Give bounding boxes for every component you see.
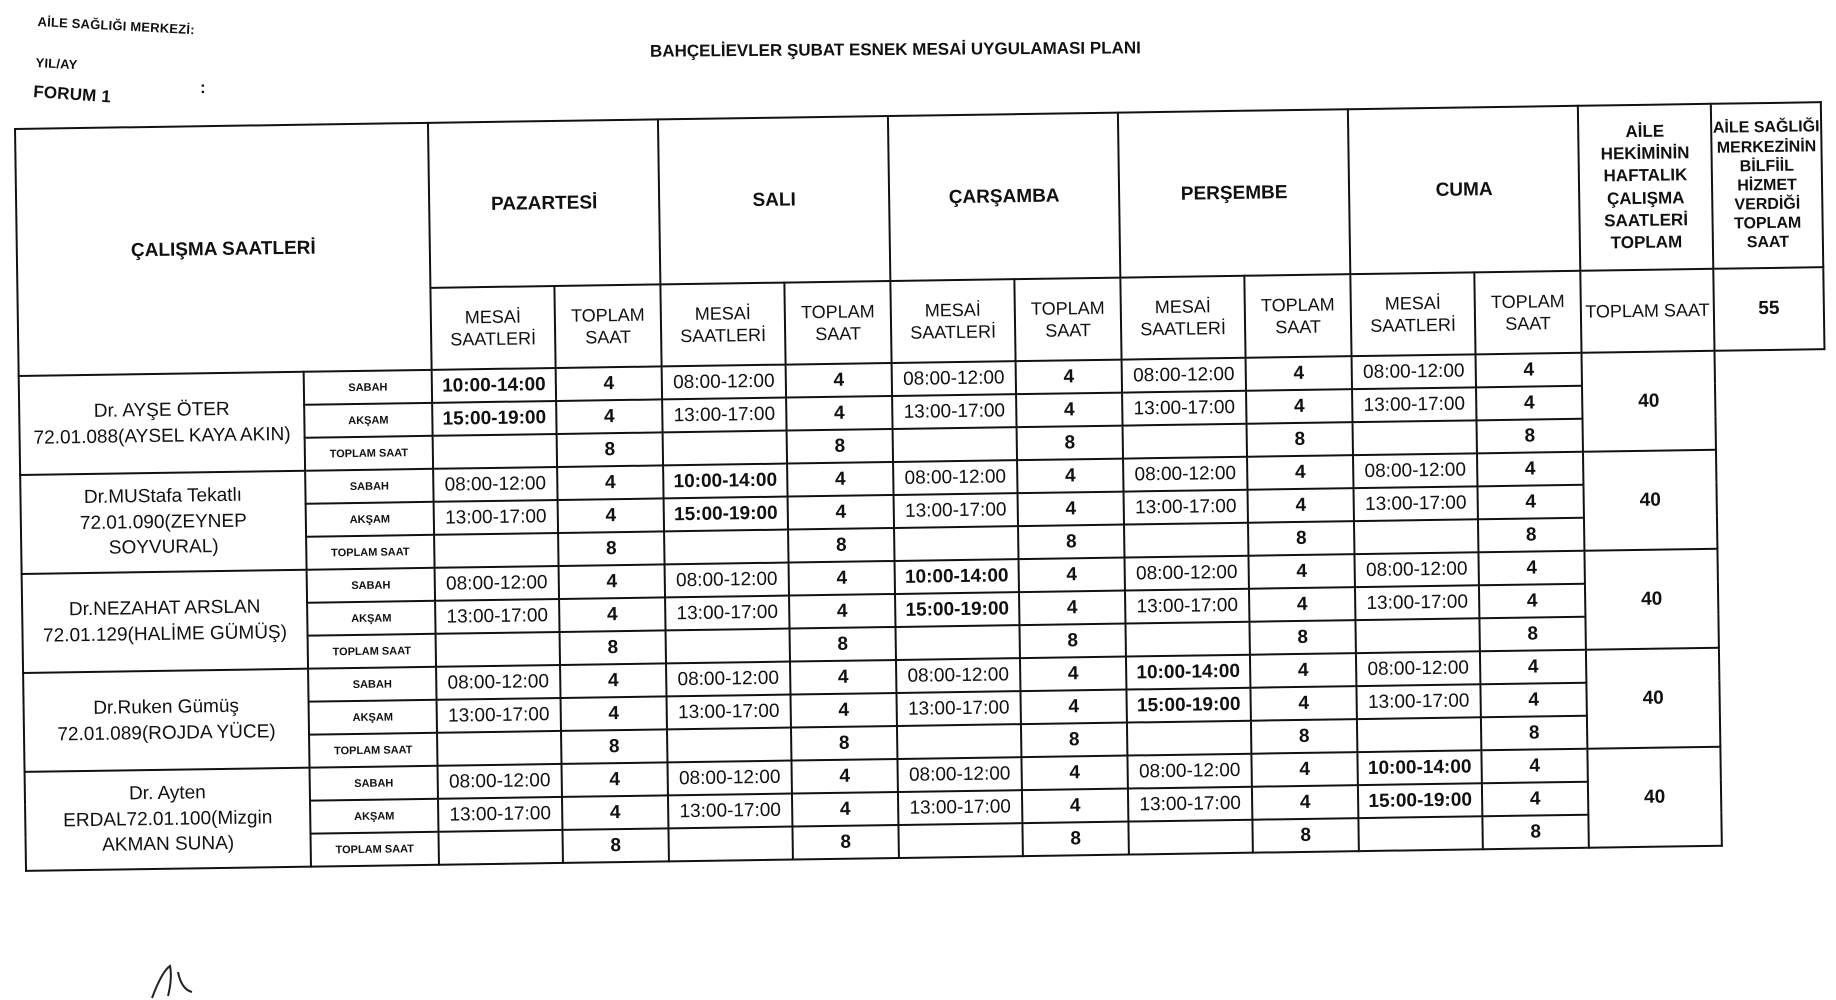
mesai-monday-aksam: 13:00-17:00 [438, 797, 562, 832]
center-hours-header: AİLE SAĞLIĞI MERKEZİNİN BİLFİİL HİZMET VERDİĞİ TOPLAM SAAT [1711, 102, 1823, 269]
hours-monday-sabah: 4 [556, 366, 662, 401]
empty-cell [668, 827, 792, 862]
hours-monday-aksam: 4 [556, 399, 662, 434]
hours-wednesday-sabah: 4 [1017, 459, 1123, 494]
mesai-monday-aksam: 13:00-17:00 [437, 698, 561, 733]
empty-cell [663, 431, 787, 466]
hours-thursday-aksam: 4 [1252, 785, 1358, 820]
mesai-thursday-sabah: 10:00-14:00 [1126, 655, 1250, 690]
empty-cell [434, 533, 558, 568]
mesai-tuesday-aksam: 13:00-17:00 [668, 794, 792, 829]
empty-cell [438, 830, 562, 865]
shift-label-toplam: TOPLAM SAAT [306, 535, 434, 570]
hours-monday-aksam: 4 [562, 795, 668, 830]
daily-total-thursday: 8 [1248, 521, 1354, 556]
sub-header-mesai: MESAİ SAATLERİ [1350, 272, 1475, 356]
doctor-name: Dr.Ruken Gümüş 72.01.089(ROJDA YÜCE) [23, 669, 309, 772]
empty-cell [436, 632, 560, 667]
shift-label-sabah: SABAH [305, 469, 433, 504]
weekly-total: 40 [1583, 450, 1717, 551]
daily-total-wednesday: 8 [1020, 624, 1126, 659]
hours-monday-sabah: 4 [559, 564, 665, 599]
empty-cell [667, 728, 791, 763]
hours-wednesday-aksam: 4 [1019, 591, 1125, 626]
shift-label-aksam: AKŞAM [304, 403, 432, 438]
empty-cell [1357, 717, 1481, 752]
document-title: BAHÇELİEVLER ŞUBAT ESNEK MESAİ UYGULAMASI PLANI [649, 38, 1141, 61]
day-header-thursday: PERŞEMBE [1118, 109, 1350, 277]
hours-monday-aksam: 4 [561, 696, 667, 731]
mesai-tuesday-aksam: 15:00-19:00 [664, 497, 788, 532]
hours-thursday-sabah: 4 [1247, 455, 1353, 490]
day-header-friday: CUMA [1348, 106, 1580, 274]
day-header-monday: PAZARTESİ [428, 119, 660, 287]
signature-mark [148, 962, 198, 1000]
empty-cell [1358, 816, 1482, 851]
shift-label-toplam: TOPLAM SAAT [309, 733, 437, 768]
health-center-label: AİLE SAĞLIĞI MERKEZİ: [37, 14, 196, 38]
mesai-thursday-sabah: 08:00-12:00 [1125, 556, 1249, 591]
weekly-total: 40 [1586, 648, 1720, 749]
hours-friday-aksam: 4 [1476, 386, 1582, 421]
sub-header-toplam: TOPLAM SAAT [1244, 274, 1351, 358]
sub-header-toplam: TOPLAM SAAT [1014, 278, 1121, 362]
hours-friday-aksam: 4 [1482, 782, 1588, 817]
hours-wednesday-aksam: 4 [1016, 393, 1122, 428]
shift-label-toplam: TOPLAM SAAT [311, 832, 439, 867]
hours-monday-aksam: 4 [558, 498, 664, 533]
hours-friday-sabah: 4 [1476, 353, 1582, 388]
work-hours-header: ÇALIŞMA SAATLERİ [15, 123, 432, 376]
weekly-total: 40 [1584, 549, 1718, 650]
daily-total-tuesday: 8 [791, 726, 897, 761]
schedule-table-wrapper [14, 101, 1833, 872]
hours-monday-aksam: 4 [559, 597, 665, 632]
mesai-monday-sabah: 08:00-12:00 [435, 566, 559, 601]
daily-total-wednesday: 8 [1017, 426, 1123, 461]
shift-label-aksam: AKŞAM [306, 502, 434, 537]
hours-wednesday-sabah: 4 [1021, 756, 1127, 791]
mesai-friday-sabah: 08:00-12:00 [1356, 651, 1480, 686]
hours-wednesday-sabah: 4 [1019, 558, 1125, 593]
daily-total-friday: 8 [1478, 518, 1584, 553]
empty-cell [1126, 622, 1250, 657]
forum-label: FORUM 1 [32, 82, 112, 107]
daily-total-thursday: 8 [1251, 719, 1357, 754]
mesai-tuesday-sabah: 08:00-12:00 [665, 563, 789, 598]
hours-tuesday-aksam: 4 [789, 594, 895, 629]
hours-friday-sabah: 4 [1479, 551, 1585, 586]
hours-thursday-aksam: 4 [1246, 389, 1352, 424]
empty-cell [1128, 820, 1252, 855]
mesai-wednesday-aksam: 13:00-17:00 [892, 394, 1016, 429]
sub-header-toplam: TOPLAM SAAT [554, 284, 661, 368]
weekly-total: 40 [1587, 747, 1721, 848]
empty-cell [898, 823, 1022, 858]
shift-label-sabah: SABAH [307, 568, 435, 603]
hours-monday-sabah: 4 [557, 465, 663, 500]
mesai-thursday-aksam: 13:00-17:00 [1128, 787, 1252, 822]
day-header-wednesday: ÇARŞAMBA [888, 113, 1120, 281]
hours-thursday-sabah: 4 [1251, 752, 1357, 787]
mesai-tuesday-aksam: 13:00-17:00 [667, 695, 791, 730]
day-header-tuesday: SALI [658, 116, 890, 284]
daily-total-wednesday: 8 [1022, 822, 1128, 857]
hours-thursday-sabah: 4 [1246, 356, 1352, 391]
empty-cell [1353, 420, 1477, 455]
daily-total-tuesday: 8 [788, 528, 894, 563]
hours-thursday-aksam: 4 [1249, 587, 1355, 622]
hours-friday-sabah: 4 [1477, 452, 1583, 487]
hours-tuesday-sabah: 4 [790, 660, 896, 695]
sub-header-mesai: MESAİ SAATLERİ [660, 283, 785, 367]
hours-thursday-aksam: 4 [1248, 488, 1354, 523]
mesai-monday-sabah: 08:00-12:00 [433, 467, 557, 502]
hours-tuesday-sabah: 4 [791, 759, 897, 794]
mesai-tuesday-aksam: 13:00-17:00 [662, 398, 786, 433]
mesai-thursday-aksam: 13:00-17:00 [1125, 589, 1249, 624]
mesai-tuesday-sabah: 08:00-12:00 [662, 365, 786, 400]
sub-header-mesai: MESAİ SAATLERİ [1120, 276, 1245, 360]
daily-total-monday: 8 [557, 432, 663, 467]
hours-friday-aksam: 4 [1480, 683, 1586, 718]
mesai-wednesday-sabah: 08:00-12:00 [893, 460, 1017, 495]
mesai-thursday-sabah: 08:00-12:00 [1127, 754, 1251, 789]
mesai-friday-aksam: 13:00-17:00 [1356, 684, 1480, 719]
hours-tuesday-sabah: 4 [787, 462, 893, 497]
shift-label-aksam: AKŞAM [309, 700, 437, 735]
year-month-label: YIL/AY [35, 55, 78, 73]
mesai-wednesday-sabah: 08:00-12:00 [897, 757, 1021, 792]
shift-label-aksam: AKŞAM [310, 799, 438, 834]
mesai-friday-sabah: 10:00-14:00 [1357, 750, 1481, 785]
empty-cell [897, 724, 1021, 759]
empty-cell [433, 434, 557, 469]
mesai-friday-aksam: 13:00-17:00 [1352, 387, 1476, 422]
shift-label-sabah: SABAH [308, 667, 436, 702]
shift-label-sabah: SABAH [310, 766, 438, 801]
mesai-wednesday-aksam: 13:00-17:00 [896, 691, 1020, 726]
mesai-wednesday-sabah: 10:00-14:00 [895, 559, 1019, 594]
sub-header-mesai: MESAİ SAATLERİ [890, 279, 1015, 363]
daily-total-tuesday: 8 [790, 627, 896, 662]
hours-friday-sabah: 4 [1480, 650, 1586, 685]
mesai-wednesday-aksam: 13:00-17:00 [894, 493, 1018, 528]
daily-total-friday: 8 [1481, 716, 1587, 751]
empty-cell [894, 526, 1018, 561]
mesai-tuesday-sabah: 10:00-14:00 [663, 464, 787, 499]
empty-cell [896, 625, 1020, 660]
doctor-name: Dr. AYŞE ÖTER 72.01.088(AYSEL KAYA AKIN) [19, 372, 305, 475]
hours-wednesday-aksam: 4 [1018, 492, 1124, 527]
daily-total-wednesday: 8 [1021, 723, 1127, 758]
daily-total-monday: 8 [562, 828, 668, 863]
shift-label-toplam: TOPLAM SAAT [308, 634, 436, 669]
mesai-monday-sabah: 10:00-14:00 [432, 368, 556, 403]
mesai-friday-aksam: 13:00-17:00 [1355, 585, 1479, 620]
hours-wednesday-sabah: 4 [1016, 360, 1122, 395]
mesai-wednesday-aksam: 15:00-19:00 [895, 592, 1019, 627]
empty-cell [893, 427, 1017, 462]
mesai-thursday-aksam: 15:00-19:00 [1126, 688, 1250, 723]
daily-total-thursday: 8 [1252, 818, 1358, 853]
year-month-colon: : [200, 78, 206, 97]
center-total-hours: 55 [1713, 267, 1824, 351]
hours-thursday-sabah: 4 [1249, 554, 1355, 589]
hours-friday-aksam: 4 [1479, 584, 1585, 619]
hours-wednesday-sabah: 4 [1020, 657, 1126, 692]
hours-wednesday-aksam: 4 [1022, 789, 1128, 824]
mesai-thursday-aksam: 13:00-17:00 [1124, 490, 1248, 525]
mesai-tuesday-sabah: 08:00-12:00 [666, 662, 790, 697]
mesai-monday-sabah: 08:00-12:00 [438, 764, 562, 799]
empty-cell [1354, 519, 1478, 554]
shift-label-sabah: SABAH [304, 370, 432, 405]
sub-header-toplam: TOPLAM SAAT [1474, 271, 1581, 355]
daily-total-tuesday: 8 [787, 429, 893, 464]
weekly-hours-header: AİLE HEKİMİNİN HAFTALIK ÇALIŞMA SAATLERİ TOPLAM [1578, 104, 1713, 271]
mesai-thursday-aksam: 13:00-17:00 [1122, 391, 1246, 426]
mesai-monday-sabah: 08:00-12:00 [436, 665, 560, 700]
empty-cell [666, 629, 790, 664]
mesai-monday-aksam: 13:00-17:00 [435, 599, 559, 634]
hours-tuesday-aksam: 4 [786, 396, 892, 431]
mesai-wednesday-sabah: 08:00-12:00 [896, 658, 1020, 693]
empty-cell [437, 731, 561, 766]
hours-friday-sabah: 4 [1481, 749, 1587, 784]
hours-monday-sabah: 4 [561, 762, 667, 797]
doctor-name: Dr.MUStafa Tekatlı 72.01.090(ZEYNEP SOYVURAL) [20, 471, 306, 574]
mesai-tuesday-aksam: 13:00-17:00 [665, 596, 789, 631]
hours-friday-aksam: 4 [1478, 485, 1584, 520]
daily-total-friday: 8 [1482, 815, 1588, 850]
hours-wednesday-aksam: 4 [1020, 690, 1126, 725]
hours-tuesday-sabah: 4 [789, 561, 895, 596]
mesai-monday-aksam: 13:00-17:00 [434, 500, 558, 535]
shift-label-toplam: TOPLAM SAAT [305, 436, 433, 471]
hours-tuesday-aksam: 4 [788, 495, 894, 530]
mesai-tuesday-sabah: 08:00-12:00 [667, 761, 791, 796]
mesai-thursday-sabah: 08:00-12:00 [1123, 457, 1247, 492]
mesai-friday-sabah: 08:00-12:00 [1352, 354, 1476, 389]
daily-total-friday: 8 [1477, 419, 1583, 454]
hours-tuesday-sabah: 4 [786, 363, 892, 398]
sub-header-toplam: TOPLAM SAAT [784, 281, 891, 365]
empty-cell [1124, 523, 1248, 558]
shift-label-aksam: AKŞAM [307, 601, 435, 636]
hours-tuesday-aksam: 4 [792, 792, 898, 827]
mesai-friday-sabah: 08:00-12:00 [1353, 453, 1477, 488]
mesai-friday-sabah: 08:00-12:00 [1355, 552, 1479, 587]
empty-cell [1355, 618, 1479, 653]
schedule-body [19, 349, 1832, 871]
empty-cell [1123, 424, 1247, 459]
hours-monday-sabah: 4 [560, 663, 666, 698]
daily-total-wednesday: 8 [1018, 525, 1124, 560]
mesai-wednesday-aksam: 13:00-17:00 [898, 790, 1022, 825]
mesai-friday-aksam: 15:00-19:00 [1358, 783, 1482, 818]
doctor-name: Dr.NEZAHAT ARSLAN 72.01.129(HALİME GÜMÜŞ) [22, 570, 308, 673]
weekly-total: 40 [1582, 351, 1716, 452]
daily-total-tuesday: 8 [792, 825, 898, 860]
daily-total-monday: 8 [561, 729, 667, 764]
empty-cell [664, 530, 788, 565]
daily-total-monday: 8 [560, 630, 666, 665]
empty-cell [1127, 721, 1251, 756]
daily-total-thursday: 8 [1249, 620, 1355, 655]
daily-total-monday: 8 [558, 531, 664, 566]
mesai-monday-aksam: 15:00-19:00 [432, 401, 556, 436]
schedule-table [14, 101, 1833, 872]
daily-total-friday: 8 [1479, 617, 1585, 652]
hours-thursday-sabah: 4 [1250, 653, 1356, 688]
daily-total-thursday: 8 [1247, 422, 1353, 457]
doctor-name: Dr. Ayten ERDAL72.01.100(Mizgin AKMAN SUNA) [25, 768, 311, 871]
sub-header-mesai: MESAİ SAATLERİ [430, 286, 555, 370]
weekly-sub-header-toplam: TOPLAM SAAT [1580, 269, 1714, 353]
mesai-friday-aksam: 13:00-17:00 [1354, 486, 1478, 521]
mesai-thursday-sabah: 08:00-12:00 [1122, 358, 1246, 393]
hours-thursday-aksam: 4 [1250, 686, 1356, 721]
mesai-wednesday-sabah: 08:00-12:00 [892, 361, 1016, 396]
hours-tuesday-aksam: 4 [791, 693, 897, 728]
